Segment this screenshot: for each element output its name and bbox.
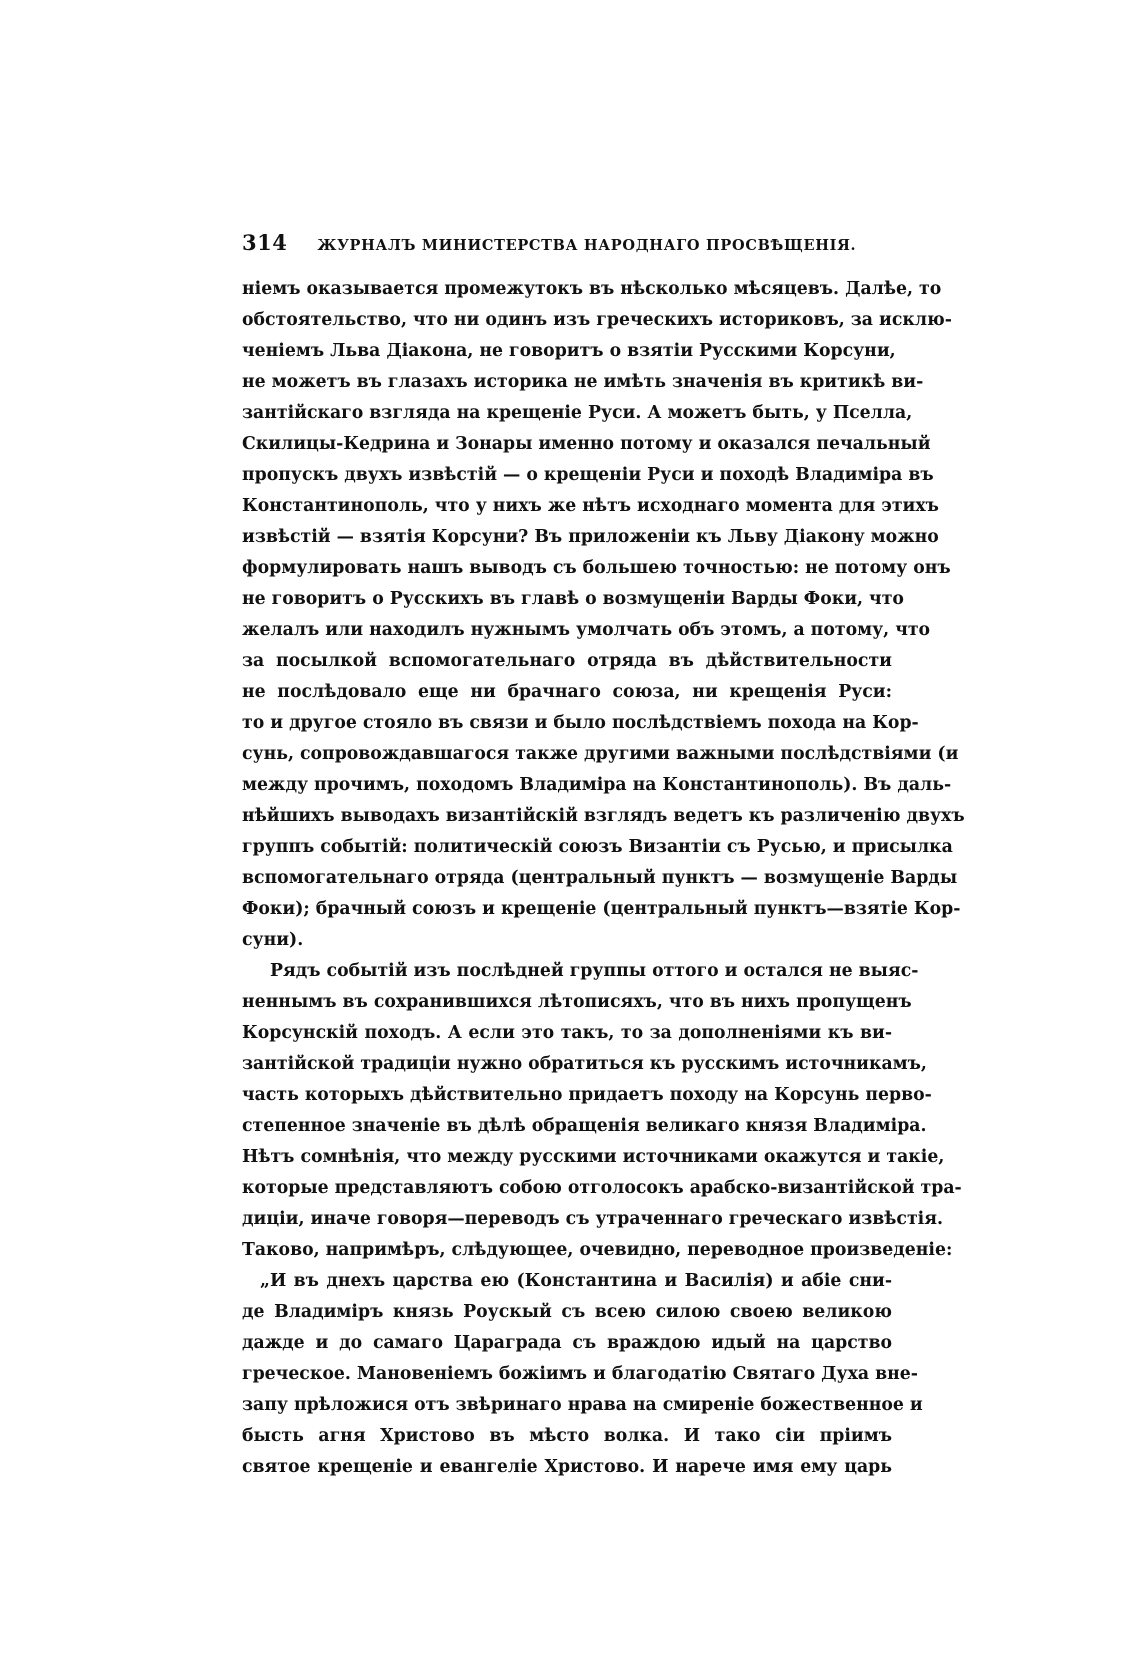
- text-line: вспомогательнаго отряда (центральный пунктъ — возмущеніе Варды: [242, 868, 958, 888]
- text-line: Фоки); брачный союзъ и крещеніе (центральный пунктъ—взятіе Кор-: [242, 899, 961, 919]
- paragraph: [242, 956, 962, 1266]
- running-title: ЖУРНАЛЪ МИНИСТЕРСТВА НАРОДНАГО ПРОСВѢЩЕНІЯ.: [317, 237, 857, 254]
- text-line: часть которыхъ дѣйствительно придаетъ походу на Корсунь перво-: [242, 1085, 932, 1105]
- text-line: извѣстій — взятія Корсуни? Въ приложеніи къ Льву Діакону можно: [242, 527, 939, 547]
- text-line: нѣйшихъ выводахъ византійскій взглядъ ведетъ къ различенію двухъ: [242, 806, 965, 826]
- text-line: де Владиміръ князь Роускый съ всею силою своею великою: [242, 1302, 892, 1322]
- text-line: не говоритъ о Русскихъ въ главѣ о возмущеніи Варды Фоки, что: [242, 589, 904, 609]
- text-line: Константинополь, что у нихъ же нѣтъ исходнаго момента для этихъ: [242, 496, 939, 516]
- text-line: греческое. Мановеніемъ божіимъ и благодатію Святаго Духа вне-: [242, 1364, 918, 1384]
- text-line: суни).: [242, 930, 304, 950]
- text-line: „И въ днехъ царства ею (Константина и Василія) и абіе сни-: [260, 1271, 892, 1291]
- page-number: 314: [242, 230, 288, 255]
- body-text: [242, 274, 965, 1483]
- paragraph: [242, 274, 965, 956]
- text-line: то и другое стояло въ связи и было послѣдствіемъ похода на Кор-: [242, 713, 919, 733]
- text-line: желалъ или находилъ нужнымъ умолчать объ этомъ, а потому, что: [242, 620, 931, 640]
- text-line: не послѣдовало еще ни брачнаго союза, ни крещенія Руси:: [242, 682, 892, 702]
- text-line: Нѣтъ сомнѣнія, что между русскими источниками окажутся и такіе,: [242, 1147, 945, 1167]
- text-line: обстоятельство, что ни одинъ изъ греческихъ историковъ, за исклю-: [242, 310, 952, 330]
- page-header: [242, 230, 882, 260]
- text-line: святое крещеніе и евангеліе Христово. И нарече имя ему царь: [242, 1457, 892, 1477]
- text-line: ченіемъ Льва Діакона, не говоритъ о взятіи Русскими Корсуни,: [242, 341, 896, 361]
- text-line: дажде и до самаго Цараграда съ враждою идый на царство: [242, 1333, 892, 1353]
- text-line: Скилицы-Кедрина и Зонары именно потому и оказался печальный: [242, 434, 931, 454]
- text-line: не можетъ въ глазахъ историка не имѣть значенія въ критикѣ ви-: [242, 372, 924, 392]
- text-line: группъ событій: политическій союзъ Византіи съ Русью, и присылка: [242, 837, 953, 857]
- text-line: зантійской традиціи нужно обратиться къ русскимъ источникамъ,: [242, 1054, 927, 1074]
- text-line: запу прѣложися отъ звѣринаго нрава на смиреніе божественное и: [242, 1395, 923, 1415]
- quotation: [242, 1266, 923, 1483]
- text-line: которые представляютъ собою отголосокъ арабско-византійской тра-: [242, 1178, 962, 1198]
- text-line: Рядъ событій изъ послѣдней группы оттого и остался не выяс-: [270, 961, 919, 981]
- text-line: степенное значеніе въ дѣлѣ обращенія великаго князя Владиміра.: [242, 1116, 927, 1136]
- text-line: формулировать нашъ выводъ съ большею точностью: не потому онъ: [242, 558, 951, 578]
- text-line: диціи, иначе говоря—переводъ съ утраченнаго греческаго извѣстія.: [242, 1209, 944, 1229]
- text-line: сунь, сопровождавшагося также другими важными послѣдствіями (и: [242, 744, 959, 764]
- text-line: неннымъ въ сохранившихся лѣтописяхъ, что въ нихъ пропущенъ: [242, 992, 912, 1012]
- text-line: зантійскаго взгляда на крещеніе Руси. А можетъ быть, у Пселла,: [242, 403, 913, 423]
- text-line: ніемъ оказывается промежутокъ въ нѣсколько мѣсяцевъ. Далѣе, то: [242, 279, 942, 299]
- text-line: Корсунскій походъ. А если это такъ, то за дополненіями къ ви-: [242, 1023, 892, 1043]
- text-line: бысть агня Христово въ мѣсто волка. И тако сіи пріимъ: [242, 1426, 892, 1446]
- text-line: между прочимъ, походомъ Владиміра на Константинополь). Въ даль-: [242, 775, 952, 795]
- text-line: за посылкой вспомогательнаго отряда въ дѣйствительности: [242, 651, 892, 671]
- text-line: Таково, напримѣръ, слѣдующее, очевидно, переводное произведеніе:: [242, 1240, 953, 1260]
- text-line: пропускъ двухъ извѣстій — о крещеніи Руси и походѣ Владиміра въ: [242, 465, 934, 485]
